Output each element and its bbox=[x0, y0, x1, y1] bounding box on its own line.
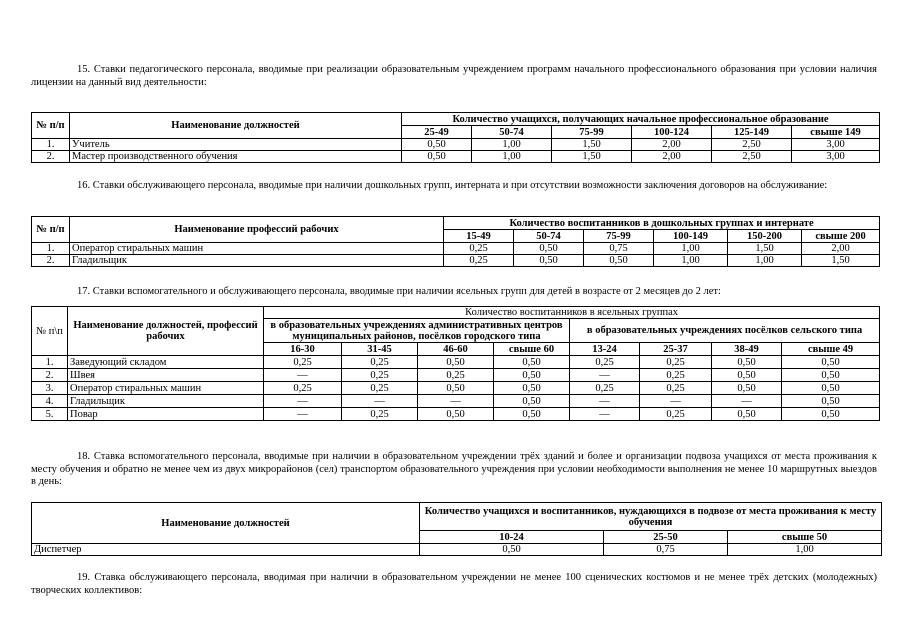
cell-value: — bbox=[570, 395, 640, 408]
cell-value: 0,50 bbox=[782, 369, 880, 382]
col-name-header: Наименование должностей bbox=[70, 113, 402, 139]
cell-value: 1,50 bbox=[802, 255, 880, 267]
group-header: Количество учащихся и воспитанников, нуждающихся в подвозе от места проживания к месту обучения bbox=[420, 503, 882, 531]
cell-value: 0,50 bbox=[418, 356, 494, 369]
col-header: 25-50 bbox=[604, 531, 728, 544]
cell-value: 0,50 bbox=[418, 408, 494, 421]
row-number: 1. bbox=[32, 243, 70, 255]
table-row bbox=[32, 408, 880, 421]
paragraph-19-text: 19. Ставка обслуживающего персонала, вводимая при наличии в образовательном учреждении не менее 100 сценических костюмов и не менее трёх детских (молодежных) творческих коллективов: bbox=[31, 572, 877, 596]
table-row bbox=[32, 544, 882, 556]
cell-value: 0,25 bbox=[444, 255, 514, 267]
col-header: 125-149 bbox=[712, 126, 792, 139]
group-header: Количество воспитанников в дошкольных группах и интернате bbox=[444, 217, 880, 230]
cell-value: 0,50 bbox=[418, 382, 494, 395]
paragraph-18 bbox=[31, 451, 877, 489]
table-row bbox=[32, 243, 880, 255]
cell-value: 1,00 bbox=[654, 255, 728, 267]
subgroup-header-rural: в образовательных учреждениях посёлков сельского типа bbox=[570, 319, 880, 343]
cell-value: — bbox=[264, 369, 342, 382]
table-row bbox=[32, 382, 880, 395]
row-number: 1. bbox=[32, 139, 70, 151]
row-name: Заведующий складом bbox=[68, 356, 264, 369]
cell-value: 0,50 bbox=[494, 408, 570, 421]
cell-value: 0,25 bbox=[640, 356, 712, 369]
cell-value: 1,00 bbox=[472, 151, 552, 163]
cell-value: 0,50 bbox=[782, 408, 880, 421]
cell-value: 0,25 bbox=[264, 356, 342, 369]
row-number: 3. bbox=[32, 382, 68, 395]
table-row bbox=[32, 395, 880, 408]
cell-value: — bbox=[570, 369, 640, 382]
row-name: Повар bbox=[68, 408, 264, 421]
col-header: 25-37 bbox=[640, 343, 712, 356]
paragraph-19 bbox=[31, 572, 877, 597]
cell-value: 0,50 bbox=[494, 356, 570, 369]
cell-value: 0,25 bbox=[418, 369, 494, 382]
table-18 bbox=[31, 502, 882, 556]
cell-value: 0,50 bbox=[402, 139, 472, 151]
row-name: Мастер производственного обучения bbox=[70, 151, 402, 163]
cell-value: 1,00 bbox=[728, 255, 802, 267]
col-name-header: Наименование должностей bbox=[32, 503, 420, 544]
cell-value: 0,50 bbox=[712, 382, 782, 395]
cell-value: 1,00 bbox=[654, 243, 728, 255]
col-header: 75-99 bbox=[552, 126, 632, 139]
row-name: Швея bbox=[68, 369, 264, 382]
cell-value: — bbox=[712, 395, 782, 408]
cell-value: 1,50 bbox=[552, 139, 632, 151]
cell-value: 3,00 bbox=[792, 139, 880, 151]
cell-value: 0,50 bbox=[494, 369, 570, 382]
cell-value: 0,50 bbox=[402, 151, 472, 163]
cell-value: 0,25 bbox=[444, 243, 514, 255]
group-header: Количество воспитанников в ясельных группах bbox=[264, 307, 880, 319]
row-name: Диспетчер bbox=[32, 544, 420, 556]
paragraph-16 bbox=[31, 180, 877, 193]
col-header: 10-24 bbox=[420, 531, 604, 544]
col-header: 50-74 bbox=[472, 126, 552, 139]
cell-value: 0,25 bbox=[640, 382, 712, 395]
cell-value: — bbox=[570, 408, 640, 421]
paragraph-16-text: 16. Ставки обслуживающего персонала, вводимые при наличии дошкольных групп, интерната и при отсутствии возможности заключения договоров на обслуживание: bbox=[77, 180, 828, 191]
cell-value: 0,25 bbox=[342, 408, 418, 421]
cell-value: 2,50 bbox=[712, 151, 792, 163]
col-header: 46-60 bbox=[418, 343, 494, 356]
cell-value: 2,50 bbox=[712, 139, 792, 151]
cell-value: 0,50 bbox=[782, 382, 880, 395]
cell-value: 0,50 bbox=[782, 356, 880, 369]
cell-value: 0,50 bbox=[514, 243, 584, 255]
cell-value: 0,75 bbox=[584, 243, 654, 255]
table-16 bbox=[31, 216, 880, 267]
table-row bbox=[32, 356, 880, 369]
cell-value: 2,00 bbox=[632, 139, 712, 151]
paragraph-17 bbox=[31, 286, 877, 299]
cell-value: 0,50 bbox=[712, 369, 782, 382]
table-row bbox=[32, 369, 880, 382]
cell-value: 0,50 bbox=[712, 408, 782, 421]
cell-value: 0,50 bbox=[494, 382, 570, 395]
col-header: 100-124 bbox=[632, 126, 712, 139]
group-header: Количество учащихся, получающих начальное профессиональное образование bbox=[402, 113, 880, 126]
col-header: 15-49 bbox=[444, 230, 514, 243]
cell-value: 0,25 bbox=[342, 382, 418, 395]
cell-value: 0,25 bbox=[342, 356, 418, 369]
cell-value: 0,25 bbox=[570, 356, 640, 369]
cell-value: 0,50 bbox=[420, 544, 604, 556]
cell-value: 0,25 bbox=[570, 382, 640, 395]
col-header: свыше 50 bbox=[728, 531, 882, 544]
col-header: свыше 200 bbox=[802, 230, 880, 243]
row-number: 2. bbox=[32, 369, 68, 382]
col-number-header: № п/п bbox=[32, 113, 70, 139]
cell-value: 0,50 bbox=[514, 255, 584, 267]
col-header: 50-74 bbox=[514, 230, 584, 243]
cell-value: — bbox=[264, 395, 342, 408]
cell-value: 2,00 bbox=[632, 151, 712, 163]
row-number: 1. bbox=[32, 356, 68, 369]
cell-value: — bbox=[640, 395, 712, 408]
cell-value: 1,50 bbox=[552, 151, 632, 163]
paragraph-17-text: 17. Ставки вспомогательного и обслуживающего персонала, вводимые при наличии ясельных групп для детей в возрасте от 2 месяцев до 2 лет: bbox=[77, 286, 721, 297]
cell-value: 0,25 bbox=[264, 382, 342, 395]
col-header: 31-45 bbox=[342, 343, 418, 356]
col-header: свыше 49 bbox=[782, 343, 880, 356]
col-header: 150-200 bbox=[728, 230, 802, 243]
subgroup-header-urban: в образовательных учреждениях административных центров муниципальных районов, посёлков городского типа bbox=[264, 319, 570, 343]
row-number: 2. bbox=[32, 255, 70, 267]
paragraph-18-text: 18. Ставка вспомогательного персонала, вводимые при наличии в образовательном учреждении трёх зданий и более и организации подвоза учащихся от места проживания к месту обучения и обратно не менее чем из двух микрорайонов (сел) транспортом образовательного учреждения при условии необходимости выполнения не менее 10 маршрутных выездов в день: bbox=[31, 451, 877, 488]
row-name: Учитель bbox=[70, 139, 402, 151]
cell-value: 1,00 bbox=[472, 139, 552, 151]
paragraph-15 bbox=[31, 64, 877, 89]
cell-value: 0,75 bbox=[604, 544, 728, 556]
cell-value: 0,50 bbox=[782, 395, 880, 408]
table-17 bbox=[31, 306, 880, 421]
cell-value: 2,00 bbox=[802, 243, 880, 255]
cell-value: 0,25 bbox=[640, 369, 712, 382]
row-name: Гладильщик bbox=[70, 255, 444, 267]
col-number-header: № п\п bbox=[32, 307, 68, 356]
col-number-header: № п/п bbox=[32, 217, 70, 243]
col-header: свыше 60 bbox=[494, 343, 570, 356]
col-header: 25-49 bbox=[402, 126, 472, 139]
row-name: Гладильщик bbox=[68, 395, 264, 408]
col-name-header: Наименование профессий рабочих bbox=[70, 217, 444, 243]
cell-value: 0,25 bbox=[342, 369, 418, 382]
col-header: 75-99 bbox=[584, 230, 654, 243]
cell-value: 0,50 bbox=[584, 255, 654, 267]
table-row bbox=[32, 151, 880, 163]
row-name: Оператор стиральных машин bbox=[68, 382, 264, 395]
cell-value: 0,25 bbox=[640, 408, 712, 421]
cell-value: — bbox=[342, 395, 418, 408]
cell-value: 3,00 bbox=[792, 151, 880, 163]
col-header: свыше 149 bbox=[792, 126, 880, 139]
col-header: 38-49 bbox=[712, 343, 782, 356]
row-number: 2. bbox=[32, 151, 70, 163]
cell-value: 0,50 bbox=[712, 356, 782, 369]
cell-value: 1,50 bbox=[728, 243, 802, 255]
cell-value: — bbox=[418, 395, 494, 408]
table-row bbox=[32, 255, 880, 267]
cell-value: — bbox=[264, 408, 342, 421]
col-header: 16-30 bbox=[264, 343, 342, 356]
col-header: 13-24 bbox=[570, 343, 640, 356]
row-number: 5. bbox=[32, 408, 68, 421]
col-header: 100-149 bbox=[654, 230, 728, 243]
table-row bbox=[32, 139, 880, 151]
table-15 bbox=[31, 112, 880, 163]
cell-value: 1,00 bbox=[728, 544, 882, 556]
col-name-header: Наименование должностей, профессий рабочих bbox=[68, 307, 264, 356]
cell-value: 0,50 bbox=[494, 395, 570, 408]
row-number: 4. bbox=[32, 395, 68, 408]
paragraph-15-text: 15. Ставки педагогического персонала, вводимые при реализации образовательным учреждением программ начального профессионального образования при условии наличия лицензии на данный вид деятельности: bbox=[31, 64, 877, 88]
row-name: Оператор стиральных машин bbox=[70, 243, 444, 255]
